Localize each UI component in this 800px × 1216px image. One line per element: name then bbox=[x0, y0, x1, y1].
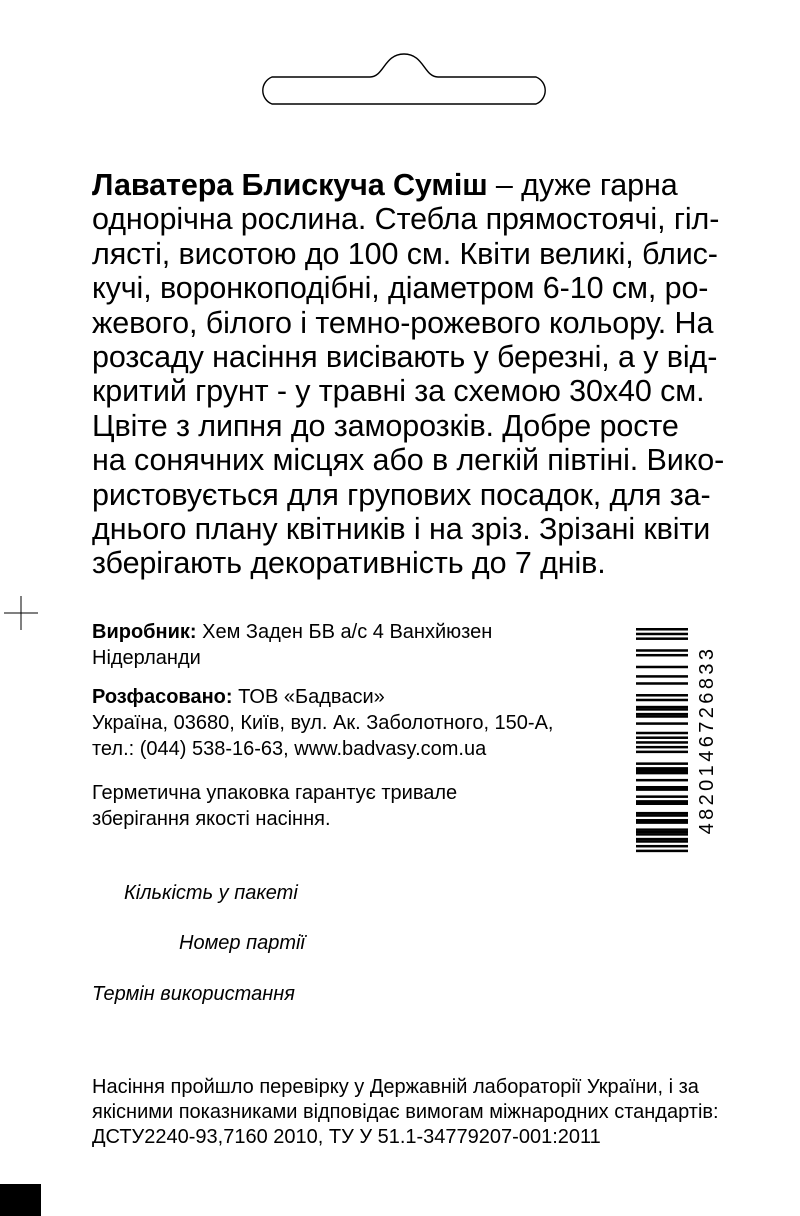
barcode-bar bbox=[636, 828, 688, 831]
packer-contact: тел.: (044) 538-16-63, www.badvasy.com.ua bbox=[92, 738, 487, 760]
barcode-bar bbox=[636, 800, 688, 803]
barcode-bar bbox=[636, 772, 688, 775]
barcode-bar bbox=[636, 715, 688, 718]
description-line: зберігають декоративність до 7 днів. bbox=[92, 546, 606, 581]
product-name: Лаватера Блискуча Суміш bbox=[92, 168, 488, 202]
quantity-field-label: Кількість у пакеті bbox=[124, 882, 298, 904]
barcode-bar bbox=[636, 736, 688, 739]
description-line: розсаду насіння висівають у березні, а у від- bbox=[92, 340, 718, 375]
description-first-rest: – дуже гарна bbox=[487, 168, 678, 202]
manufacturer-block bbox=[92, 619, 492, 671]
packaging-note-line: Герметична упаковка гарантує тривале bbox=[92, 782, 458, 804]
barcode-bar bbox=[636, 762, 688, 765]
barcode-bar bbox=[636, 840, 688, 843]
barcode-bar bbox=[636, 682, 688, 685]
description-line: жевого, білого і темно-рожевого кольору. На bbox=[92, 305, 714, 340]
barcode-bar bbox=[636, 706, 688, 709]
barcode-bar bbox=[636, 788, 688, 791]
certification-line: якісними показниками відповідає вимогам міжнародних стандартів: bbox=[92, 1101, 719, 1123]
description-line: ристовується для групових посадок, для за- bbox=[92, 477, 711, 512]
expiry-field-label: Термін використання bbox=[92, 983, 295, 1005]
barcode-digits: 4820146726833 bbox=[696, 645, 718, 835]
barcode-bar bbox=[636, 812, 688, 815]
certification-line: Насіння пройшло перевірку у Державній лабораторії України, і за bbox=[92, 1076, 699, 1098]
barcode-bar bbox=[636, 831, 688, 834]
barcode-bars bbox=[636, 628, 688, 852]
barcode-bar bbox=[636, 628, 688, 631]
packaging-note-line: зберігання якості насіння. bbox=[92, 808, 331, 830]
description-line: на сонячних місцях або в легкій півтіні. Вико- bbox=[92, 443, 725, 478]
barcode-bar bbox=[636, 746, 688, 749]
barcode-bar bbox=[636, 654, 688, 657]
description-line: критий грунт - у травні за схемою 30х40 см. bbox=[92, 374, 705, 409]
description-line: Цвіте з липня до заморозків. Добре росте bbox=[92, 408, 679, 443]
barcode-bar bbox=[636, 833, 688, 836]
barcode-bar bbox=[636, 769, 688, 772]
barcode-bar bbox=[636, 795, 688, 798]
barcode-bar bbox=[636, 708, 688, 711]
barcode-bar bbox=[636, 699, 688, 702]
packer-value: ТОВ «Бадваси» bbox=[232, 686, 385, 708]
crop-mark-icon bbox=[4, 596, 38, 630]
barcode-bar bbox=[636, 666, 688, 669]
barcode-bar bbox=[636, 649, 688, 652]
barcode-bar bbox=[636, 637, 688, 640]
barcode-bar bbox=[636, 633, 688, 636]
packer-address: Україна, 03680, Київ, вул. Ак. Заболотного, 150-А, bbox=[92, 712, 554, 734]
manufacturer-label: Виробник: bbox=[92, 621, 197, 643]
hang-hole-outline bbox=[252, 50, 556, 106]
barcode-bar bbox=[636, 802, 688, 805]
certification-line: ДСТУ2240-93,7160 2010, ТУ У 51.1-34779207-001:2011 bbox=[92, 1126, 601, 1148]
barcode-bar bbox=[636, 786, 688, 789]
barcode-bar bbox=[636, 694, 688, 697]
barcode-bar bbox=[636, 845, 688, 848]
barcode-bar bbox=[636, 814, 688, 817]
barcode-bar bbox=[636, 741, 688, 744]
description-first-line bbox=[92, 168, 732, 202]
batch-field-label: Номер партії bbox=[179, 932, 305, 954]
packer-block bbox=[92, 684, 553, 762]
barcode-bar bbox=[636, 821, 688, 824]
product-description bbox=[92, 168, 732, 581]
manufacturer-value: Хем Заден БВ а/с 4 Ванхйюзен bbox=[196, 621, 493, 643]
barcode-bar bbox=[636, 713, 688, 716]
barcode-bar bbox=[636, 819, 688, 822]
description-line: лясті, висотою до 100 см. Квіти великі, блис- bbox=[92, 236, 718, 271]
barcode-bar bbox=[636, 722, 688, 725]
barcode-bar bbox=[636, 767, 688, 770]
description-line: кучі, воронкоподібні, діаметром 6-10 см, ро- bbox=[92, 271, 709, 306]
description-line: однорічна рослина. Стебла прямостоячі, гіл- bbox=[92, 202, 720, 237]
barcode-bar bbox=[636, 751, 688, 754]
barcode-bar bbox=[636, 732, 688, 735]
packer-label: Розфасовано: bbox=[92, 686, 233, 708]
description-line: днього плану квітників і на зріз. Зрізані квіти bbox=[92, 512, 711, 547]
manufacturer-country: Нідерланди bbox=[92, 647, 201, 669]
barcode-bar bbox=[636, 838, 688, 841]
barcode-bar bbox=[636, 779, 688, 782]
packaging-note bbox=[92, 780, 457, 832]
registration-block bbox=[0, 1184, 41, 1216]
certification-block bbox=[92, 1075, 719, 1150]
barcode-bar bbox=[636, 850, 688, 853]
barcode-bar bbox=[636, 675, 688, 678]
